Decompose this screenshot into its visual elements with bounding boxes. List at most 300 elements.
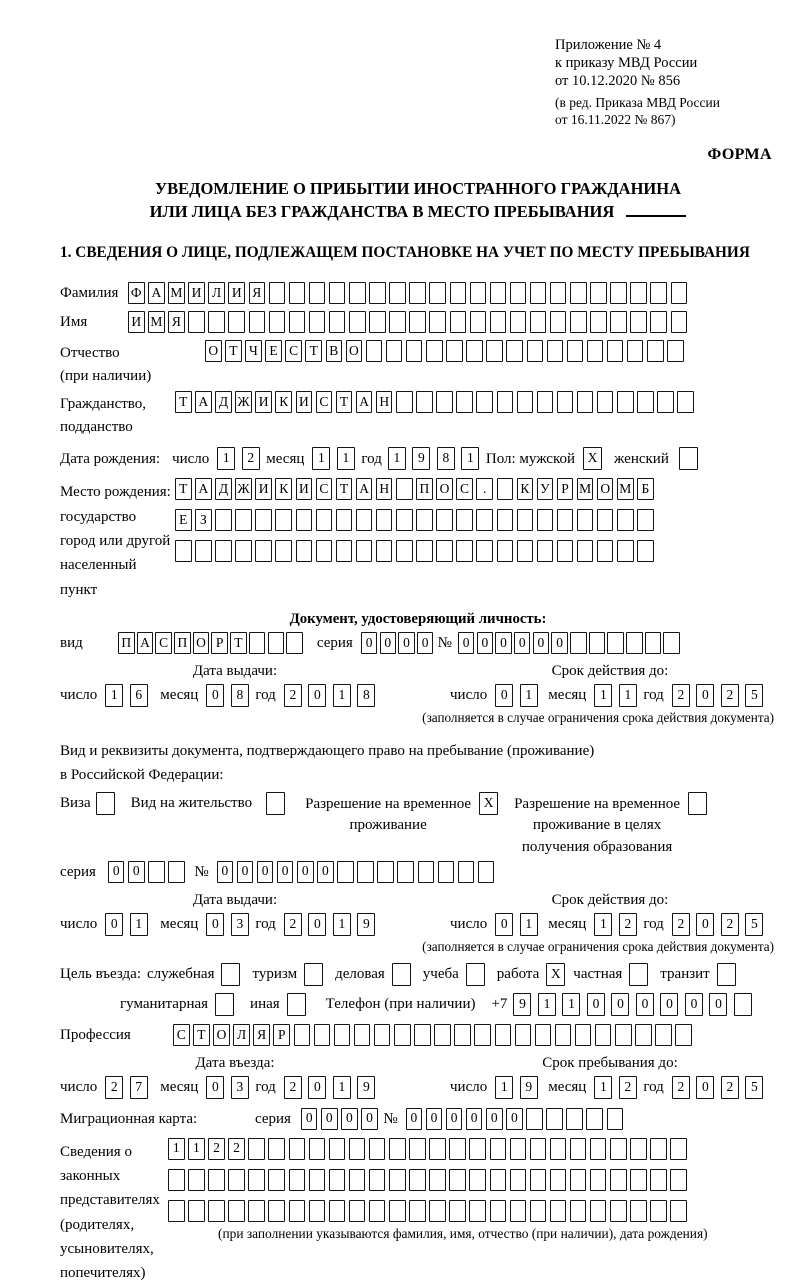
visa-cell[interactable] <box>96 792 115 815</box>
phone-digit-cell[interactable]: 0 <box>685 993 703 1016</box>
residence-expiry-year-cell[interactable]: 0 <box>696 913 714 936</box>
identity-number-cell[interactable]: 0 <box>477 632 494 654</box>
entry-day-cell[interactable]: 7 <box>130 1076 148 1099</box>
patronymic-cell[interactable] <box>446 340 463 362</box>
patronymic-cell[interactable] <box>607 340 624 362</box>
representatives-cell[interactable] <box>349 1138 366 1160</box>
representatives-cell[interactable] <box>670 1169 687 1191</box>
birth-month-cell[interactable]: 1 <box>312 447 330 470</box>
citizenship-cell[interactable]: Н <box>376 391 393 413</box>
profession-cell[interactable] <box>454 1024 471 1046</box>
firstname-cell[interactable] <box>369 311 386 333</box>
entry-day-cell[interactable]: 2 <box>105 1076 123 1099</box>
birth-place-cell[interactable]: . <box>476 478 493 500</box>
representatives-cell[interactable]: 1 <box>168 1138 185 1160</box>
citizenship-cell[interactable] <box>537 391 554 413</box>
representatives-cell[interactable] <box>429 1200 446 1222</box>
patronymic-cell[interactable]: Т <box>225 340 242 362</box>
profession-cell[interactable]: Р <box>273 1024 290 1046</box>
birth-place-cell[interactable]: М <box>577 478 594 500</box>
stay-month-cell[interactable]: 1 <box>594 1076 612 1099</box>
profession-cell[interactable] <box>655 1024 672 1046</box>
representatives-cell[interactable] <box>208 1169 225 1191</box>
representatives-cell[interactable] <box>650 1169 667 1191</box>
representatives-cell[interactable] <box>530 1138 547 1160</box>
birth-place-cell[interactable] <box>376 540 393 562</box>
birth-place-cell[interactable] <box>637 509 654 531</box>
representatives-cell[interactable] <box>650 1138 667 1160</box>
representatives-cell[interactable] <box>289 1138 306 1160</box>
representatives-cell[interactable] <box>349 1200 366 1222</box>
purpose-cell[interactable] <box>629 963 648 986</box>
entry-month-cell[interactable]: 0 <box>206 1076 224 1099</box>
representatives-cell[interactable] <box>289 1169 306 1191</box>
residence-permit-cell[interactable] <box>266 792 285 815</box>
birth-place-cell[interactable] <box>497 478 514 500</box>
citizenship-cell[interactable] <box>637 391 654 413</box>
birth-place-cell[interactable] <box>175 540 192 562</box>
representatives-cell[interactable] <box>469 1138 486 1160</box>
representatives-cell[interactable] <box>510 1169 527 1191</box>
residence-number-cell[interactable]: 0 <box>257 861 274 883</box>
birth-place-cell[interactable] <box>597 509 614 531</box>
birth-place-cell[interactable] <box>557 509 574 531</box>
birth-place-cell[interactable] <box>436 509 453 531</box>
firstname-cell[interactable] <box>389 311 406 333</box>
representatives-cell[interactable] <box>248 1138 265 1160</box>
identity-expiry-year-cell[interactable]: 2 <box>672 684 690 707</box>
identity-number-cell[interactable]: 0 <box>514 632 531 654</box>
birth-place-cell[interactable] <box>255 540 272 562</box>
representatives-cell[interactable] <box>510 1138 527 1160</box>
residence-number-cell[interactable] <box>357 861 374 883</box>
profession-cell[interactable] <box>635 1024 652 1046</box>
representatives-cell[interactable] <box>409 1169 426 1191</box>
surname-cell[interactable] <box>349 282 366 304</box>
profession-cell[interactable] <box>595 1024 612 1046</box>
representatives-cell[interactable] <box>369 1169 386 1191</box>
profession-cell[interactable] <box>314 1024 331 1046</box>
residence-issue-year-cell[interactable]: 0 <box>308 913 326 936</box>
patronymic-cell[interactable] <box>486 340 503 362</box>
firstname-cell[interactable] <box>450 311 467 333</box>
profession-cell[interactable] <box>515 1024 532 1046</box>
representatives-cell[interactable] <box>248 1200 265 1222</box>
phone-digit-cell[interactable]: 1 <box>562 993 580 1016</box>
representatives-cell[interactable] <box>188 1169 205 1191</box>
surname-cell[interactable] <box>510 282 527 304</box>
representatives-cell[interactable] <box>670 1138 687 1160</box>
edu-permit-cell[interactable] <box>688 792 707 815</box>
migration-number-cell[interactable]: 0 <box>506 1108 523 1130</box>
firstname-cell[interactable] <box>470 311 487 333</box>
purpose-cell[interactable] <box>221 963 240 986</box>
birth-place-cell[interactable] <box>235 509 252 531</box>
birth-place-cell[interactable] <box>275 540 292 562</box>
representatives-cell[interactable] <box>429 1169 446 1191</box>
birth-place-cell[interactable] <box>316 540 333 562</box>
birth-place-cell[interactable] <box>456 540 473 562</box>
surname-cell[interactable] <box>550 282 567 304</box>
firstname-cell[interactable] <box>530 311 547 333</box>
surname-cell[interactable] <box>389 282 406 304</box>
patronymic-cell[interactable] <box>386 340 403 362</box>
representatives-cell[interactable] <box>369 1200 386 1222</box>
profession-cell[interactable] <box>555 1024 572 1046</box>
residence-issue-year-cell[interactable]: 1 <box>333 913 351 936</box>
birth-place-cell[interactable]: Т <box>175 478 192 500</box>
citizenship-cell[interactable] <box>436 391 453 413</box>
firstname-cell[interactable] <box>269 311 286 333</box>
citizenship-cell[interactable]: С <box>316 391 333 413</box>
birth-year-cell[interactable]: 8 <box>437 447 455 470</box>
stay-month-cell[interactable]: 2 <box>619 1076 637 1099</box>
phone-digit-cell[interactable]: 0 <box>611 993 629 1016</box>
birth-day-cell[interactable]: 1 <box>217 447 235 470</box>
patronymic-cell[interactable] <box>547 340 564 362</box>
representatives-cell[interactable] <box>449 1200 466 1222</box>
citizenship-cell[interactable] <box>497 391 514 413</box>
birth-year-cell[interactable]: 1 <box>388 447 406 470</box>
residence-issue-month-cell[interactable]: 3 <box>231 913 249 936</box>
birth-place-cell[interactable]: К <box>275 478 292 500</box>
identity-expiry-month-cell[interactable]: 1 <box>619 684 637 707</box>
residence-number-cell[interactable]: 0 <box>317 861 334 883</box>
representatives-cell[interactable] <box>449 1169 466 1191</box>
patronymic-cell[interactable]: Т <box>305 340 322 362</box>
identity-type-cell[interactable]: П <box>118 632 135 654</box>
identity-issue-day-cell[interactable]: 6 <box>130 684 148 707</box>
identity-type-cell[interactable]: П <box>174 632 191 654</box>
representatives-cell[interactable] <box>309 1200 326 1222</box>
residence-series-cell[interactable]: 0 <box>108 861 125 883</box>
identity-expiry-month-cell[interactable]: 1 <box>594 684 612 707</box>
birth-year-cell[interactable]: 9 <box>412 447 430 470</box>
birth-place-cell[interactable]: Н <box>376 478 393 500</box>
residence-number-cell[interactable] <box>478 861 495 883</box>
birth-place-cell[interactable] <box>637 540 654 562</box>
birth-place-cell[interactable] <box>617 509 634 531</box>
representatives-cell[interactable] <box>228 1200 245 1222</box>
representatives-cell[interactable] <box>670 1200 687 1222</box>
residence-number-cell[interactable] <box>458 861 475 883</box>
representatives-cell[interactable] <box>570 1169 587 1191</box>
representatives-cell[interactable] <box>289 1200 306 1222</box>
surname-cell[interactable] <box>429 282 446 304</box>
identity-type-cell[interactable] <box>268 632 285 654</box>
birth-place-cell[interactable] <box>316 509 333 531</box>
representatives-cell[interactable] <box>228 1169 245 1191</box>
temp-permit-cell[interactable]: X <box>479 792 498 815</box>
birth-place-cell[interactable] <box>336 509 353 531</box>
entry-year-cell[interactable]: 0 <box>308 1076 326 1099</box>
birth-place-cell[interactable] <box>416 540 433 562</box>
identity-issue-year-cell[interactable]: 0 <box>308 684 326 707</box>
citizenship-cell[interactable]: Д <box>215 391 232 413</box>
representatives-cell[interactable] <box>630 1169 647 1191</box>
surname-cell[interactable]: М <box>168 282 185 304</box>
migration-number-cell[interactable] <box>526 1108 543 1130</box>
representatives-cell[interactable] <box>449 1138 466 1160</box>
identity-issue-year-cell[interactable]: 2 <box>284 684 302 707</box>
birth-place-cell[interactable] <box>416 509 433 531</box>
sex-female-cell[interactable] <box>679 447 698 470</box>
residence-number-cell[interactable]: 0 <box>297 861 314 883</box>
representatives-cell[interactable] <box>469 1169 486 1191</box>
patronymic-cell[interactable] <box>567 340 584 362</box>
patronymic-cell[interactable]: О <box>346 340 363 362</box>
surname-cell[interactable] <box>470 282 487 304</box>
representatives-cell[interactable] <box>208 1200 225 1222</box>
patronymic-cell[interactable]: О <box>205 340 222 362</box>
firstname-cell[interactable]: И <box>128 311 145 333</box>
identity-issue-year-cell[interactable]: 8 <box>357 684 375 707</box>
profession-cell[interactable] <box>575 1024 592 1046</box>
birth-place-cell[interactable] <box>376 509 393 531</box>
patronymic-cell[interactable] <box>527 340 544 362</box>
representatives-cell[interactable] <box>490 1200 507 1222</box>
surname-cell[interactable] <box>610 282 627 304</box>
residence-number-cell[interactable] <box>438 861 455 883</box>
birth-place-cell[interactable] <box>275 509 292 531</box>
profession-cell[interactable] <box>394 1024 411 1046</box>
firstname-cell[interactable] <box>309 311 326 333</box>
birth-place-cell[interactable] <box>296 540 313 562</box>
representatives-cell[interactable] <box>570 1200 587 1222</box>
birth-place-cell[interactable] <box>255 509 272 531</box>
birth-place-cell[interactable] <box>336 540 353 562</box>
identity-number-cell[interactable]: 0 <box>495 632 512 654</box>
representatives-cell[interactable] <box>590 1138 607 1160</box>
surname-cell[interactable] <box>289 282 306 304</box>
birth-place-cell[interactable] <box>215 509 232 531</box>
residence-expiry-month-cell[interactable]: 1 <box>594 913 612 936</box>
firstname-cell[interactable] <box>630 311 647 333</box>
patronymic-cell[interactable] <box>627 340 644 362</box>
profession-cell[interactable]: О <box>213 1024 230 1046</box>
migration-series-cell[interactable]: 0 <box>301 1108 318 1130</box>
citizenship-cell[interactable] <box>657 391 674 413</box>
birth-place-cell[interactable] <box>195 540 212 562</box>
representatives-cell[interactable] <box>630 1138 647 1160</box>
citizenship-cell[interactable] <box>557 391 574 413</box>
residence-series-cell[interactable]: 0 <box>128 861 145 883</box>
residence-expiry-day-cell[interactable]: 1 <box>520 913 538 936</box>
identity-series-cell[interactable]: 0 <box>380 632 397 654</box>
birth-place-cell[interactable] <box>537 509 554 531</box>
purpose-cell[interactable] <box>304 963 323 986</box>
residence-expiry-year-cell[interactable]: 5 <box>745 913 763 936</box>
stay-year-cell[interactable]: 2 <box>721 1076 739 1099</box>
surname-cell[interactable] <box>450 282 467 304</box>
identity-type-cell[interactable]: А <box>137 632 154 654</box>
citizenship-cell[interactable]: И <box>255 391 272 413</box>
residence-expiry-year-cell[interactable]: 2 <box>721 913 739 936</box>
firstname-cell[interactable] <box>510 311 527 333</box>
representatives-cell[interactable] <box>530 1200 547 1222</box>
birth-place-cell[interactable]: У <box>537 478 554 500</box>
identity-number-cell[interactable]: 0 <box>551 632 568 654</box>
firstname-cell[interactable] <box>208 311 225 333</box>
representatives-cell[interactable] <box>610 1138 627 1160</box>
patronymic-cell[interactable] <box>366 340 383 362</box>
birth-place-cell[interactable]: Е <box>175 509 192 531</box>
residence-issue-day-cell[interactable]: 0 <box>105 913 123 936</box>
purpose-cell[interactable] <box>466 963 485 986</box>
citizenship-cell[interactable]: Ж <box>235 391 252 413</box>
birth-place-cell[interactable]: Т <box>336 478 353 500</box>
patronymic-cell[interactable]: В <box>326 340 343 362</box>
patronymic-cell[interactable]: С <box>285 340 302 362</box>
identity-issue-day-cell[interactable]: 1 <box>105 684 123 707</box>
representatives-cell[interactable] <box>409 1138 426 1160</box>
citizenship-cell[interactable]: А <box>356 391 373 413</box>
purpose-cell[interactable] <box>717 963 736 986</box>
identity-expiry-day-cell[interactable]: 1 <box>520 684 538 707</box>
profession-cell[interactable] <box>374 1024 391 1046</box>
birth-place-cell[interactable]: П <box>416 478 433 500</box>
surname-cell[interactable] <box>570 282 587 304</box>
birth-place-cell[interactable] <box>476 509 493 531</box>
birth-place-cell[interactable] <box>396 509 413 531</box>
representatives-cell[interactable] <box>329 1169 346 1191</box>
birth-place-cell[interactable]: З <box>195 509 212 531</box>
surname-cell[interactable] <box>590 282 607 304</box>
profession-cell[interactable] <box>434 1024 451 1046</box>
migration-number-cell[interactable]: 0 <box>486 1108 503 1130</box>
residence-issue-day-cell[interactable]: 1 <box>130 913 148 936</box>
profession-cell[interactable]: Т <box>193 1024 210 1046</box>
birth-place-cell[interactable] <box>235 540 252 562</box>
entry-month-cell[interactable]: 3 <box>231 1076 249 1099</box>
birth-place-cell[interactable] <box>215 540 232 562</box>
residence-number-cell[interactable]: 0 <box>217 861 234 883</box>
representatives-cell[interactable]: 2 <box>228 1138 245 1160</box>
surname-cell[interactable] <box>530 282 547 304</box>
birth-place-cell[interactable]: М <box>617 478 634 500</box>
profession-cell[interactable] <box>294 1024 311 1046</box>
residence-issue-year-cell[interactable]: 9 <box>357 913 375 936</box>
birth-month-cell[interactable]: 1 <box>337 447 355 470</box>
birth-place-cell[interactable] <box>537 540 554 562</box>
profession-cell[interactable] <box>535 1024 552 1046</box>
representatives-cell[interactable] <box>369 1138 386 1160</box>
birth-place-cell[interactable] <box>517 540 534 562</box>
migration-number-cell[interactable]: 0 <box>446 1108 463 1130</box>
birth-place-cell[interactable] <box>497 509 514 531</box>
surname-cell[interactable]: И <box>188 282 205 304</box>
firstname-cell[interactable] <box>550 311 567 333</box>
patronymic-cell[interactable] <box>506 340 523 362</box>
firstname-cell[interactable] <box>429 311 446 333</box>
representatives-cell[interactable] <box>168 1169 185 1191</box>
profession-cell[interactable] <box>474 1024 491 1046</box>
birth-place-cell[interactable] <box>296 509 313 531</box>
purpose-cell[interactable] <box>287 993 306 1016</box>
residence-number-cell[interactable]: 0 <box>277 861 294 883</box>
profession-cell[interactable] <box>495 1024 512 1046</box>
firstname-cell[interactable] <box>671 311 688 333</box>
citizenship-cell[interactable] <box>476 391 493 413</box>
migration-number-cell[interactable]: 0 <box>406 1108 423 1130</box>
birth-place-cell[interactable] <box>617 540 634 562</box>
citizenship-cell[interactable]: К <box>275 391 292 413</box>
representatives-cell[interactable] <box>268 1200 285 1222</box>
identity-series-cell[interactable]: 0 <box>417 632 434 654</box>
birth-place-cell[interactable] <box>456 509 473 531</box>
surname-cell[interactable] <box>269 282 286 304</box>
birth-place-cell[interactable]: Б <box>637 478 654 500</box>
citizenship-cell[interactable] <box>517 391 534 413</box>
representatives-cell[interactable]: 1 <box>188 1138 205 1160</box>
birth-place-cell[interactable]: А <box>356 478 373 500</box>
migration-number-cell[interactable]: 0 <box>466 1108 483 1130</box>
firstname-cell[interactable] <box>570 311 587 333</box>
surname-cell[interactable]: А <box>148 282 165 304</box>
citizenship-cell[interactable] <box>597 391 614 413</box>
firstname-cell[interactable] <box>249 311 266 333</box>
firstname-cell[interactable] <box>289 311 306 333</box>
residence-expiry-month-cell[interactable]: 2 <box>619 913 637 936</box>
representatives-cell[interactable]: 2 <box>208 1138 225 1160</box>
identity-number-cell[interactable] <box>645 632 662 654</box>
birth-place-cell[interactable]: А <box>195 478 212 500</box>
firstname-cell[interactable] <box>409 311 426 333</box>
stay-year-cell[interactable]: 2 <box>672 1076 690 1099</box>
surname-cell[interactable]: Ф <box>128 282 145 304</box>
birth-place-cell[interactable]: С <box>316 478 333 500</box>
identity-number-cell[interactable] <box>570 632 587 654</box>
birth-place-cell[interactable] <box>577 509 594 531</box>
birth-place-cell[interactable] <box>597 540 614 562</box>
profession-cell[interactable] <box>354 1024 371 1046</box>
migration-series-cell[interactable]: 0 <box>321 1108 338 1130</box>
representatives-cell[interactable] <box>329 1138 346 1160</box>
patronymic-cell[interactable] <box>426 340 443 362</box>
surname-cell[interactable] <box>409 282 426 304</box>
birth-place-cell[interactable] <box>436 540 453 562</box>
representatives-cell[interactable] <box>409 1200 426 1222</box>
surname-cell[interactable]: Л <box>208 282 225 304</box>
firstname-cell[interactable] <box>329 311 346 333</box>
residence-issue-year-cell[interactable]: 2 <box>284 913 302 936</box>
phone-digit-cell[interactable]: 1 <box>538 993 556 1016</box>
identity-expiry-year-cell[interactable]: 5 <box>745 684 763 707</box>
profession-cell[interactable] <box>414 1024 431 1046</box>
representatives-cell[interactable] <box>510 1200 527 1222</box>
surname-cell[interactable] <box>490 282 507 304</box>
identity-type-cell[interactable]: Р <box>211 632 228 654</box>
firstname-cell[interactable] <box>490 311 507 333</box>
representatives-cell[interactable] <box>590 1200 607 1222</box>
birth-place-cell[interactable]: И <box>296 478 313 500</box>
citizenship-cell[interactable] <box>416 391 433 413</box>
phone-digit-cell[interactable]: 0 <box>660 993 678 1016</box>
surname-cell[interactable] <box>630 282 647 304</box>
representatives-cell[interactable] <box>610 1169 627 1191</box>
surname-cell[interactable] <box>650 282 667 304</box>
migration-number-cell[interactable]: 0 <box>426 1108 443 1130</box>
migration-number-cell[interactable] <box>586 1108 603 1130</box>
birth-place-cell[interactable] <box>517 509 534 531</box>
firstname-cell[interactable] <box>650 311 667 333</box>
residence-number-cell[interactable] <box>337 861 354 883</box>
surname-cell[interactable] <box>671 282 688 304</box>
representatives-cell[interactable] <box>590 1169 607 1191</box>
residence-number-cell[interactable] <box>377 861 394 883</box>
representatives-cell[interactable] <box>469 1200 486 1222</box>
identity-issue-year-cell[interactable]: 1 <box>333 684 351 707</box>
